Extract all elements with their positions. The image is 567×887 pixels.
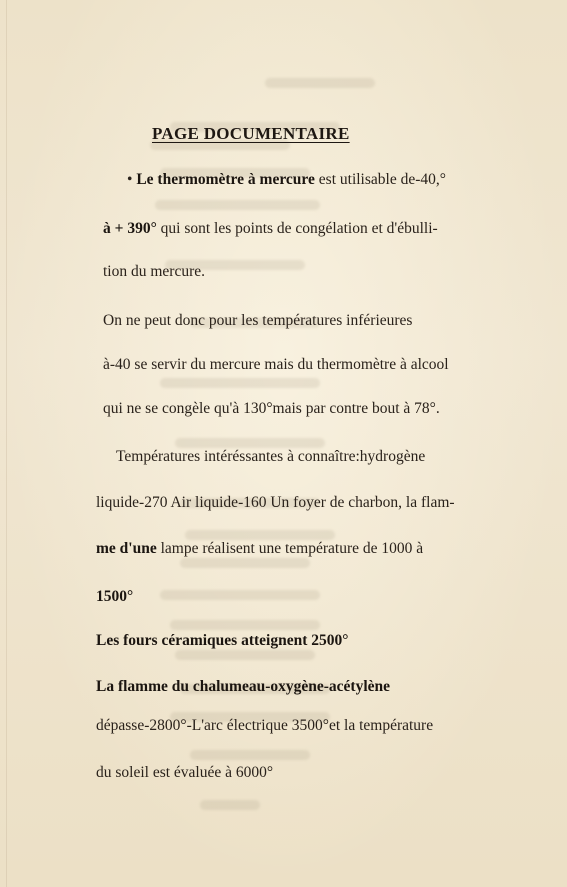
- page-title: PAGE DOCUMENTAIRE: [152, 124, 350, 143]
- text-line-8: liquide-270 Air liquide-160 Un foyer de charbon, la flam-: [96, 494, 455, 511]
- text-line-13: dépasse-2800°-L'arc électrique 3500°et la température: [96, 717, 434, 734]
- text-line-10: 1500°: [96, 588, 134, 605]
- text-line-7: Températures intéréssantes à connaître:hydrogène: [116, 448, 426, 465]
- text-line-12: La flamme du chalumeau-oxygène-acétylène: [96, 678, 391, 695]
- text-line-14: du soleil est évaluée à 6000°: [96, 764, 274, 781]
- text-line-1: • Le thermomètre à mercure est utilisable de-40,°: [127, 171, 446, 188]
- text-line-3: tion du mercure.: [103, 263, 206, 280]
- text-line-2: à + 390° qui sont les points de congélation et d'ébulli-: [103, 220, 438, 237]
- text-line-9: me d'une lampe réalisent une température de 1000 à: [96, 540, 424, 557]
- text-line-11: Les fours céramiques atteignent 2500°: [96, 632, 349, 649]
- text-line-5: à-40 se servir du mercure mais du thermomètre à alcool: [103, 356, 449, 373]
- text-line-6: qui ne se congèle qu'à 130°mais par contre bout à 78°.: [103, 400, 440, 417]
- text-line-4: On ne peut donc pour les températures inférieures: [103, 312, 413, 329]
